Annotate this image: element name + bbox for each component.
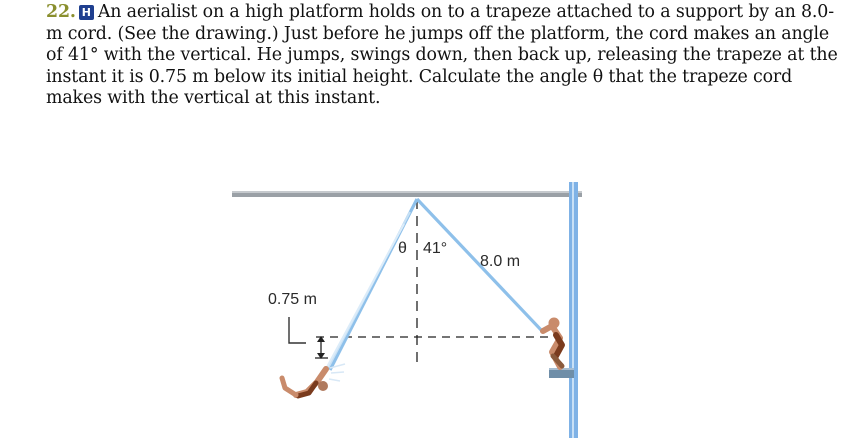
- angle-label: 41°: [423, 240, 448, 257]
- problem-number: 22.: [46, 2, 76, 22]
- aerialist-on-platform: [543, 318, 562, 368]
- aerialist-swinging: [282, 364, 345, 396]
- platform: [549, 369, 574, 378]
- problem-text: An aerialist on a high platform holds on to a trapeze attached to a support by an 8.0-m cord. (See the drawing.) Just before he jumps off the platform, the cord makes an angle of 41° with the vertical. He jumps, swings down, then back up, releasing the trapeze at the instant it is 0.75 m below its initial height. Calculate the angle θ that the trapeze cord makes with the vertical at this instant.: [46, 2, 838, 109]
- height-label: 0.75 m: [268, 291, 317, 308]
- theta-label: θ: [398, 240, 407, 257]
- difficulty-badge-icon: H: [79, 5, 94, 20]
- height-bracket: [289, 317, 306, 343]
- cord-length-label: 8.0 m: [480, 253, 521, 270]
